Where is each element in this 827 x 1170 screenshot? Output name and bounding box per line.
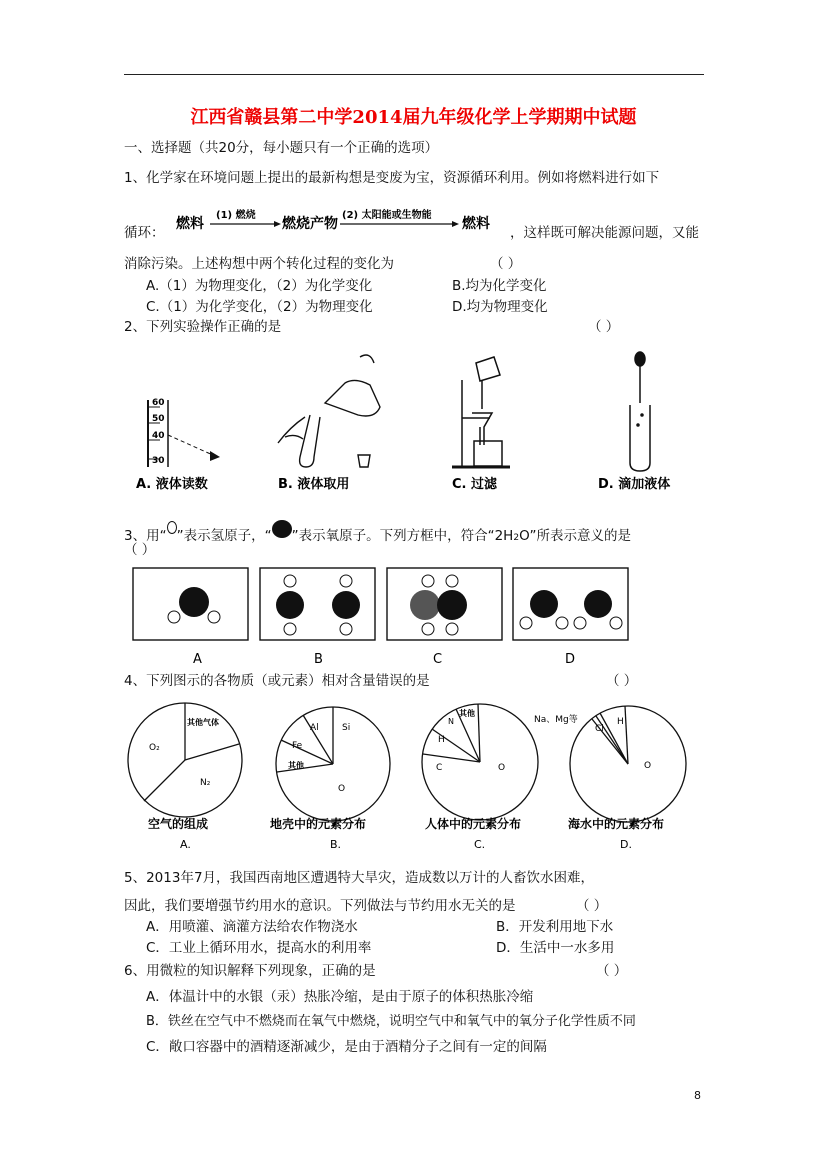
- liquid-pouring-drawing: [278, 355, 380, 467]
- pie-b-other: 其他: [288, 761, 304, 770]
- pie-d-letter: D.: [620, 838, 632, 851]
- step2-label: (2) 太阳能或生物能: [342, 210, 432, 221]
- filtration-drawing: [452, 357, 510, 467]
- pie-d-h: H: [617, 717, 624, 727]
- pie-b-fe: Fe: [292, 741, 303, 751]
- pie-charts-figure: [120, 698, 700, 853]
- pie-b-al: Al: [310, 723, 319, 733]
- q1-prefix: 循环：: [124, 225, 165, 241]
- pie-b-letter: B.: [330, 838, 342, 851]
- pie-a-caption: 空气的组成: [148, 817, 209, 831]
- pie-b-si: Si: [342, 723, 351, 733]
- option-c-label: C: [433, 652, 443, 667]
- q1-stem-end: 消除污染。上述构想中两个转化过程的变化为: [124, 256, 394, 272]
- answer-paren: （ ）: [124, 542, 156, 558]
- q6-stem: 6、用微粒的知识解释下列现象，正确的是: [124, 963, 376, 979]
- fuel-cycle-diagram: [170, 200, 500, 244]
- answer-paren: （ ）: [596, 963, 628, 979]
- pie-a-o2: O₂: [149, 743, 160, 753]
- svg-text:40: 40: [152, 431, 165, 441]
- q5-option-b: B．开发利用地下水: [496, 919, 614, 935]
- q1-option-a: A.（1）为物理变化，（2）为化学变化: [146, 278, 373, 294]
- pie-a-n2: N₂: [200, 778, 211, 788]
- q2-stem: 2、下列实验操作正确的是: [124, 319, 282, 335]
- pie-b-o: O: [338, 784, 346, 794]
- q5-option-c: C．工业上循环用水，提高水的利用率: [146, 940, 372, 956]
- answer-paren: （ ）: [490, 256, 522, 272]
- option-a-label: A: [193, 652, 202, 667]
- option-d-caption: D. 滴加液体: [598, 477, 671, 492]
- q5-stem-2: 因此，我们要增强节约用水的意识。下列做法与节约用水无关的是: [124, 898, 516, 914]
- svg-text:50: 50: [152, 414, 165, 424]
- answer-paren: （ ）: [576, 898, 608, 914]
- pie-a-letter: A.: [180, 838, 191, 851]
- pie-d-na-mg: Na、Mg等: [534, 715, 578, 725]
- molecule-options-figure: [130, 565, 650, 670]
- pie-c-c: C: [436, 763, 443, 773]
- pie-c-n: N: [448, 717, 454, 726]
- q1-stem: 1、化学家在环境问题上提出的最新构想是变废为宝，资源循环利用。例如将燃料进行如下: [124, 170, 660, 186]
- pie-c-h: H: [438, 735, 445, 745]
- q6-option-b: B．铁丝在空气中不燃烧而在氧气中燃烧，说明空气中和氧气中的氧分子化学性质不同: [146, 1014, 636, 1029]
- dropper-drawing: [630, 352, 650, 471]
- hydrogen-atom-icon: [167, 521, 177, 534]
- q6-option-c: C．敞口容器中的酒精逐渐减少，是由于酒精分子之间有一定的间隔: [146, 1039, 547, 1055]
- answer-paren: （ ）: [606, 673, 638, 689]
- pie-c-o: O: [498, 763, 506, 773]
- pie-c-other: 其他: [459, 709, 475, 718]
- svg-text:30: 30: [152, 456, 165, 466]
- pie-d-caption: 海水中的元素分布: [568, 817, 665, 831]
- q1-option-b: B.均为化学变化: [452, 278, 547, 294]
- q1-option-c: C.（1）为化学变化，（2）为物理变化: [146, 299, 373, 315]
- section-heading: 一、选择题（共20分，每小题只有一个正确的选项）: [124, 140, 439, 156]
- svg-text:60: 60: [152, 398, 165, 408]
- pie-a-other: 其他气体: [187, 718, 219, 727]
- answer-paren: （ ）: [588, 319, 620, 335]
- option-b-label: B: [314, 652, 323, 667]
- option-c-caption: C. 过滤: [452, 477, 498, 492]
- product-label: 燃烧产物: [282, 216, 338, 232]
- pie-d-o: O: [644, 761, 652, 771]
- step1-label: (1) 燃烧: [216, 210, 256, 221]
- cylinder-reading-drawing: [148, 398, 220, 467]
- fuel-label: 燃料: [176, 216, 204, 232]
- q1-option-d: D.均为物理变化: [452, 299, 548, 315]
- pie-d-cl: Cl: [595, 724, 604, 734]
- lab-operations-figure: [130, 345, 680, 495]
- pie-c-letter: C.: [474, 838, 486, 851]
- fuel2-label: 燃料: [462, 216, 490, 232]
- header-rule: [124, 74, 704, 75]
- q5-option-d: D．生活中一水多用: [496, 940, 615, 956]
- page-number: 8: [694, 1089, 701, 1102]
- q5-option-a: A．用喷灌、滴灌方法给农作物浇水: [146, 919, 358, 935]
- pie-b-caption: 地壳中的元素分布: [270, 817, 367, 831]
- q5-stem: 5、2013年7月，我国西南地区遭遇特大旱灾，造成数以万计的人畜饮水困难，: [124, 870, 595, 886]
- q3-stem: 3、用“ ”表示氢原子，“ ”表示氧原子。下列方框中，符合“2H2O”所表示意义的是: [124, 520, 631, 547]
- q1-suffix: ，这样既可解决能源问题，又能: [510, 225, 699, 241]
- option-a-caption: A. 液体读数: [136, 477, 208, 492]
- q6-option-a: A．体温计中的水银（汞）热胀冷缩，是由于原子的体积热胀冷缩: [146, 989, 534, 1005]
- pie-c-caption: 人体中的元素分布: [425, 817, 522, 831]
- page-title: 江西省赣县第二中学2014届九年级化学上学期期中试题: [190, 107, 637, 128]
- oxygen-atom-icon: [272, 520, 292, 538]
- q4-stem: 4、下列图示的各物质（或元素）相对含量错误的是: [124, 673, 430, 689]
- option-b-caption: B. 液体取用: [278, 477, 350, 492]
- option-d-label: D: [565, 652, 576, 667]
